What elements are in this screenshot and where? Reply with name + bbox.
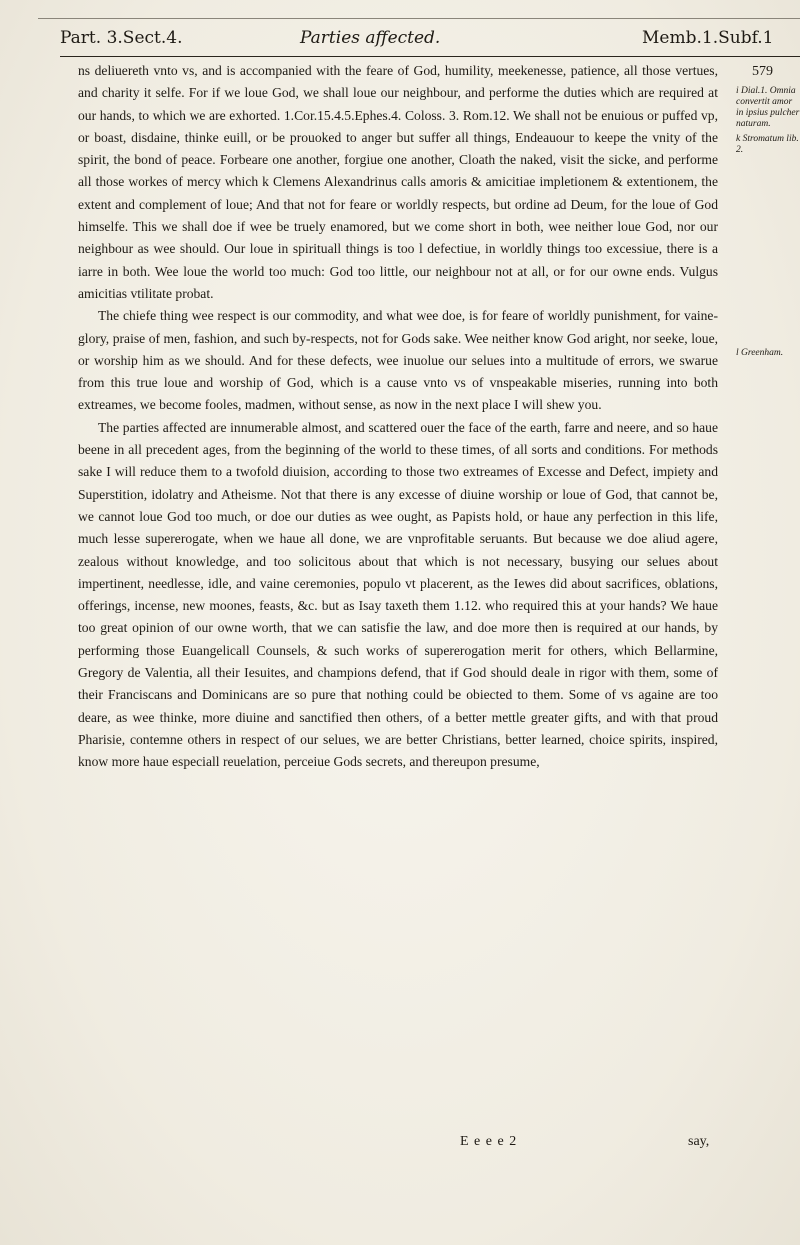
top-rule: [38, 18, 800, 19]
header-rule: [60, 56, 800, 57]
running-head-right: Memb.1.Subf.1: [642, 28, 774, 48]
paragraph: ns deliuereth vnto vs, and is accompanied with the feare of God, humility, meekenesse, patience, all those vertues, and charity it selfe. For if we loue God, we shall loue our neighbour, and performe the duties which are required at our hands, to which we are exhorted. 1.Cor.15.4.5.Ephes.4. Coloss. 3. Rom.12. We shall not be enuious or puffed vp, or boast, disdaine, thinke euill, or be prouoked to anger but suffer all things, Endeauour to keepe the vnity of the spirit, the bond of peace. Forbeare one another, forgiue one another, Cloath the naked, visit the sicke, and performe all those workes of mercy which k Clemens Alexandrinus calls amoris & amicitiae impletionem & extentionem, the extent and complement of loue; And that not for feare or worldly respects, but ordine ad Deum, for the loue of God himselfe. This we shall doe if wee be truely enamored, but we come short in both, wee neither loue God, nor our neighbour as wee should. Our loue in spirituall things is too l defectiue, in worldly things too excessiue, there is a iarre in both. Wee loue the world too much: God too little, our neighbour not at all, or for our owne ends. Vulgus amicitias vtilitate probat.: [78, 63, 718, 301]
body-text: [78, 60, 718, 774]
running-head: [60, 28, 800, 58]
paragraph: The parties affected are innumerable almost, and scattered ouer the face of the earth, farre and neere, and so haue beene in all precedent ages, from the beginning of the world to these times, of all sorts and conditions. For methods sake I will reduce them to a twofold diuision, according to those two extreames of Excesse and Defect, impiety and Superstition, idolatry and Atheisme. Not that there is any excesse of diuine worship or loue of God, that cannot be, we cannot loue God too much, or doe our duties as wee ought, as Papists hold, or haue any perfection in this life, much lesse supererogate, when we haue all done, we are vnprofitable seruants. But because we doe aliud agere, zealous without knowledge, and too solicitous about that which is not necessary, busying our selues about impertinent, needlesse, idle, and vaine ceremonies, populo vt placerent, as the Iewes did about sacrifices, oblations, offerings, incense, new moones, feasts, &c. but as Isay taxeth them 1.12. who required this at your hands? We haue too great opinion of our owne worth, that we can satisfie the law, and doe more then is required at our hands, by performing those Euangelicall Counsels, & such works of supererogation merit for others, which Bellarmine, Gregory de Valentia, all their Iesuites, and champions defend, that if God should deale in rigor with them, some of their Franciscans and Dominicans are so pure that nothing could be obiected to them. Some of vs againe are too deare, as wee thinke, more diuine and sanctified then others, of a better mettle greater gifts, and with that proud Pharisie, contemne others in respect of our selues, we are better Christians, better learned, choice spirits, inspired, know more haue especiall reuelation, perceiue Gods secrets, and thereupon presume,: [78, 419, 718, 770]
paragraph: The chiefe thing wee respect is our commodity, and what wee doe, is for feare of worldly punishment, for vaine-glory, praise of men, fashion, and such by-respects, not for Gods sake. Wee neither know God aright, nor seeke, loue, or worship him as we should. And for these defects, wee inuolue our selues into a multitude of errors, we swarue from this true loue and worship of God, which is a cause vnto vs of vnspeakable miseries, running into both extreames, we become fooles, madmen, without sense, as now in the next place I will shew you.: [78, 308, 718, 413]
running-head-title: Parties affected.: [300, 28, 441, 48]
running-head-left: Part. 3.Sect.4.: [60, 28, 183, 48]
catchword: say,: [688, 1134, 710, 1149]
signature-mark: E e e e 2: [460, 1134, 518, 1149]
margin-note: l Greenham.: [736, 348, 784, 358]
margin-note: i Dial.1. Omnia convertit amor in ipsius pulcher naturam.: [736, 86, 800, 129]
margin-note: k Stromatum lib. 2.: [736, 134, 799, 155]
page-number: 579: [752, 64, 773, 79]
